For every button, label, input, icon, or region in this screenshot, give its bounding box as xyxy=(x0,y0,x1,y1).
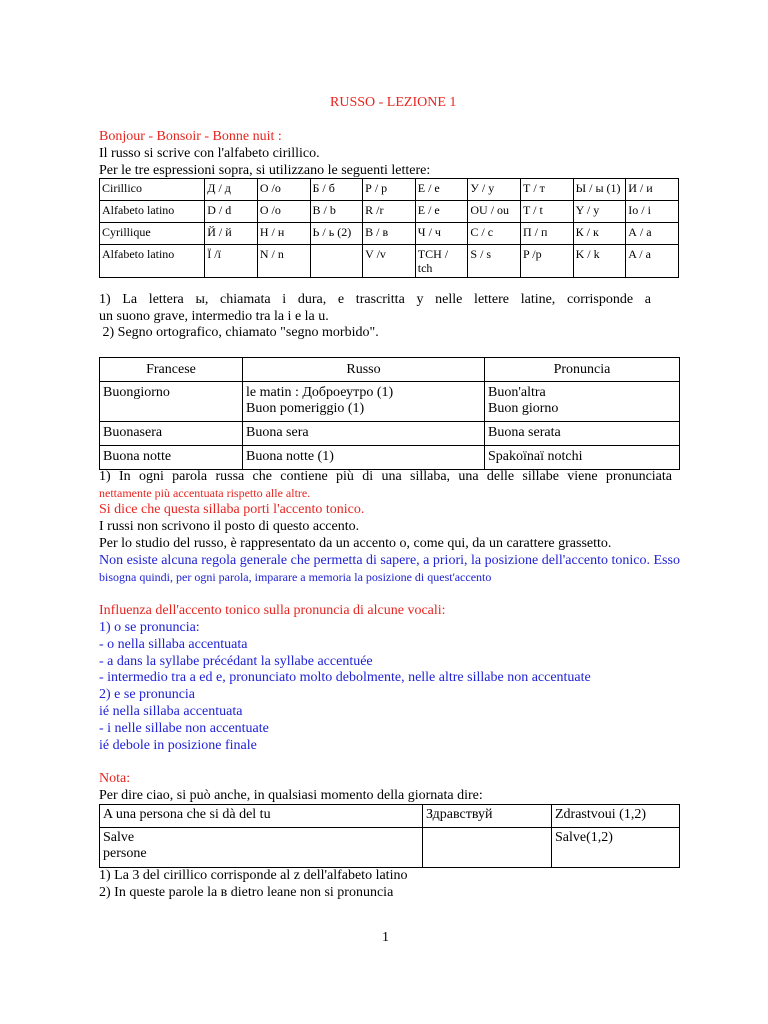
alphabet-row-latin-2 xyxy=(100,245,679,278)
influence-heading: Influenza dell'accento tonico sulla pronuncia di alcune vocali: xyxy=(99,603,446,618)
table-cell: П / п xyxy=(521,223,574,245)
table-row xyxy=(100,422,680,446)
table-cell: Buonasera xyxy=(100,422,243,446)
table-row xyxy=(100,446,680,470)
table-cell: Т / т xyxy=(521,179,574,201)
table-cell: Здравствуй xyxy=(423,805,552,828)
table-cell xyxy=(100,828,423,868)
table-cell: Buona sera xyxy=(243,422,485,446)
influence-item: ié nella sillaba accentuata xyxy=(99,704,243,719)
column-header: Francese xyxy=(100,358,243,382)
table-cell: A una persona che si dà del tu xyxy=(100,805,423,828)
influence-item: - a dans la syllabe précédant la syllabe accentuée xyxy=(99,654,373,669)
influence-item: ié debole in posizione finale xyxy=(99,738,257,753)
table-cell: A / a xyxy=(626,245,679,278)
greeting-heading: Bonjour - Bonsoir - Bonne nuit : xyxy=(99,129,282,144)
table-cell: У / у xyxy=(468,179,521,201)
table-cell xyxy=(310,245,363,278)
table-cell: А / а xyxy=(626,223,679,245)
table-cell: D / d xyxy=(205,201,258,223)
table-cell: O /o xyxy=(257,201,310,223)
table-cell: B / b xyxy=(310,201,363,223)
table-cell: Р / р xyxy=(363,179,416,201)
table-cell: Ы / ы (1) xyxy=(573,179,626,201)
footnote-1: 1) La 3 del cirillico corrisponde al z dell'alfabeto latino xyxy=(99,868,408,883)
note2: 2) Segno ortografico, chiamato "segno morbido". xyxy=(99,325,379,340)
table-cell: S / s xyxy=(468,245,521,278)
alphabet-row-cyrillique xyxy=(100,223,679,245)
table-cell: Й / й xyxy=(205,223,258,245)
table-cell: Ч / ч xyxy=(415,223,468,245)
note1-line-2: un suono grave, intermedio tra la i e la u. xyxy=(99,309,329,324)
influence-item: 1) o se pronuncia: xyxy=(99,620,200,635)
table-cell: R /r xyxy=(363,201,416,223)
table-cell: OU / ou xyxy=(468,201,521,223)
cell-line: Buon'altra xyxy=(488,385,546,400)
table-cell xyxy=(243,382,485,422)
table-row xyxy=(100,805,680,828)
table-cell: Е / е xyxy=(415,179,468,201)
table-cell: Б / б xyxy=(310,179,363,201)
table-cell: Y / y xyxy=(573,201,626,223)
alphabet-row-cyrillic xyxy=(100,179,679,201)
column-header: Russo xyxy=(243,358,485,382)
cell-line: Buon pomeriggio (1) xyxy=(246,401,365,416)
page-title: RUSSO - LEZIONE 1 xyxy=(330,95,457,110)
influence-item: 2) e se pronuncia xyxy=(99,687,196,702)
column-header: Pronuncia xyxy=(485,358,680,382)
table-cell: Buongiorno xyxy=(100,382,243,422)
accent-line-5: Per lo studio del russo, è rappresentato da un accento o, come qui, da un carattere grassetto. xyxy=(99,536,612,551)
cell-line: Buon giorno xyxy=(488,401,559,416)
accent-line-2: nettamente più accentuata rispetto alle altre. xyxy=(99,486,311,500)
intro-line-2: Per le tre espressioni sopra, si utilizzano le seguenti lettere: xyxy=(99,163,431,178)
table-cell: И / и xyxy=(626,179,679,201)
nota-heading: Nota: xyxy=(99,771,131,786)
table-row xyxy=(100,382,680,422)
table-cell: Ь / ь (2) xyxy=(310,223,363,245)
table-cell: V /v xyxy=(363,245,416,278)
table-cell: Д / д xyxy=(205,179,258,201)
table-header-row xyxy=(100,358,680,382)
table-cell xyxy=(423,828,552,868)
table-cell: С / с xyxy=(468,223,521,245)
influence-item: - intermedio tra a ed e, pronunciato molto debolmente, nelle altre sillabe non accentuate xyxy=(99,670,591,685)
table-cell: Alfabeto latino xyxy=(100,245,205,278)
table-cell: P /p xyxy=(521,245,574,278)
page-number: 1 xyxy=(382,930,389,945)
table-cell: Buona serata xyxy=(485,422,680,446)
table-cell: Spakoïnaï notchi xyxy=(485,446,680,470)
table-cell: E / e xyxy=(415,201,468,223)
table-cell: N / n xyxy=(257,245,310,278)
table-cell: Н / н xyxy=(257,223,310,245)
nota-text: Per dire ciao, si può anche, in qualsiasi momento della giornata dire: xyxy=(99,788,483,803)
table-cell xyxy=(485,382,680,422)
influence-item: - o nella sillaba accentuata xyxy=(99,637,248,652)
accent-line-3: Si dice che questa sillaba porti l'accento tonico. xyxy=(99,502,365,517)
alphabet-row-latin xyxy=(100,201,679,223)
phrase-table xyxy=(99,357,680,470)
cell-line: persone xyxy=(103,846,147,861)
accent-line-7: bisogna quindi, per ogni parola, imparare a memoria la posizione di quest'accento xyxy=(99,570,492,584)
table-cell: К / к xyxy=(573,223,626,245)
table-row xyxy=(100,828,680,868)
cell-line: Salve xyxy=(103,830,135,845)
accent-line-1: 1) In ogni parola russa che contiene più di una sillaba, una delle sillabe viene pronunciata xyxy=(99,469,672,484)
alphabet-table xyxy=(99,178,679,278)
footnote-2: 2) In queste parole la в dietro leane non si pronuncia xyxy=(99,885,394,900)
accent-line-6: Non esiste alcuna regola generale che permetta di sapere, a priori, la posizione dell'accento tonico. Esso xyxy=(99,553,680,568)
intro-line-1: Il russo si scrive con l'alfabeto cirillico. xyxy=(99,146,320,161)
table-cell: Salve(1,2) xyxy=(552,828,680,868)
table-cell: Ï /ï xyxy=(205,245,258,278)
table-cell: В / в xyxy=(363,223,416,245)
greeting-table xyxy=(99,804,680,868)
cell-line: le matin : Доброеутро (1) xyxy=(246,385,394,400)
table-cell: TCH / tch xyxy=(415,245,468,278)
table-cell: Buona notte xyxy=(100,446,243,470)
influence-item: - i nelle sillabe non accentuate xyxy=(99,721,269,736)
note1-line-1: 1) La lettera ы, chiamata i dura, e trascritta y nelle lettere latine, corrisponde a xyxy=(99,292,651,307)
accent-line-4: I russi non scrivono il posto di questo accento. xyxy=(99,519,360,534)
table-cell: K / k xyxy=(573,245,626,278)
table-cell: Buona notte (1) xyxy=(243,446,485,470)
table-cell: О /о xyxy=(257,179,310,201)
table-cell: Cyrillique xyxy=(100,223,205,245)
table-cell: T / t xyxy=(521,201,574,223)
table-cell: Cirillico xyxy=(100,179,205,201)
table-cell: Io / i xyxy=(626,201,679,223)
table-cell: Zdrastvoui (1,2) xyxy=(552,805,680,828)
table-cell: Alfabeto latino xyxy=(100,201,205,223)
